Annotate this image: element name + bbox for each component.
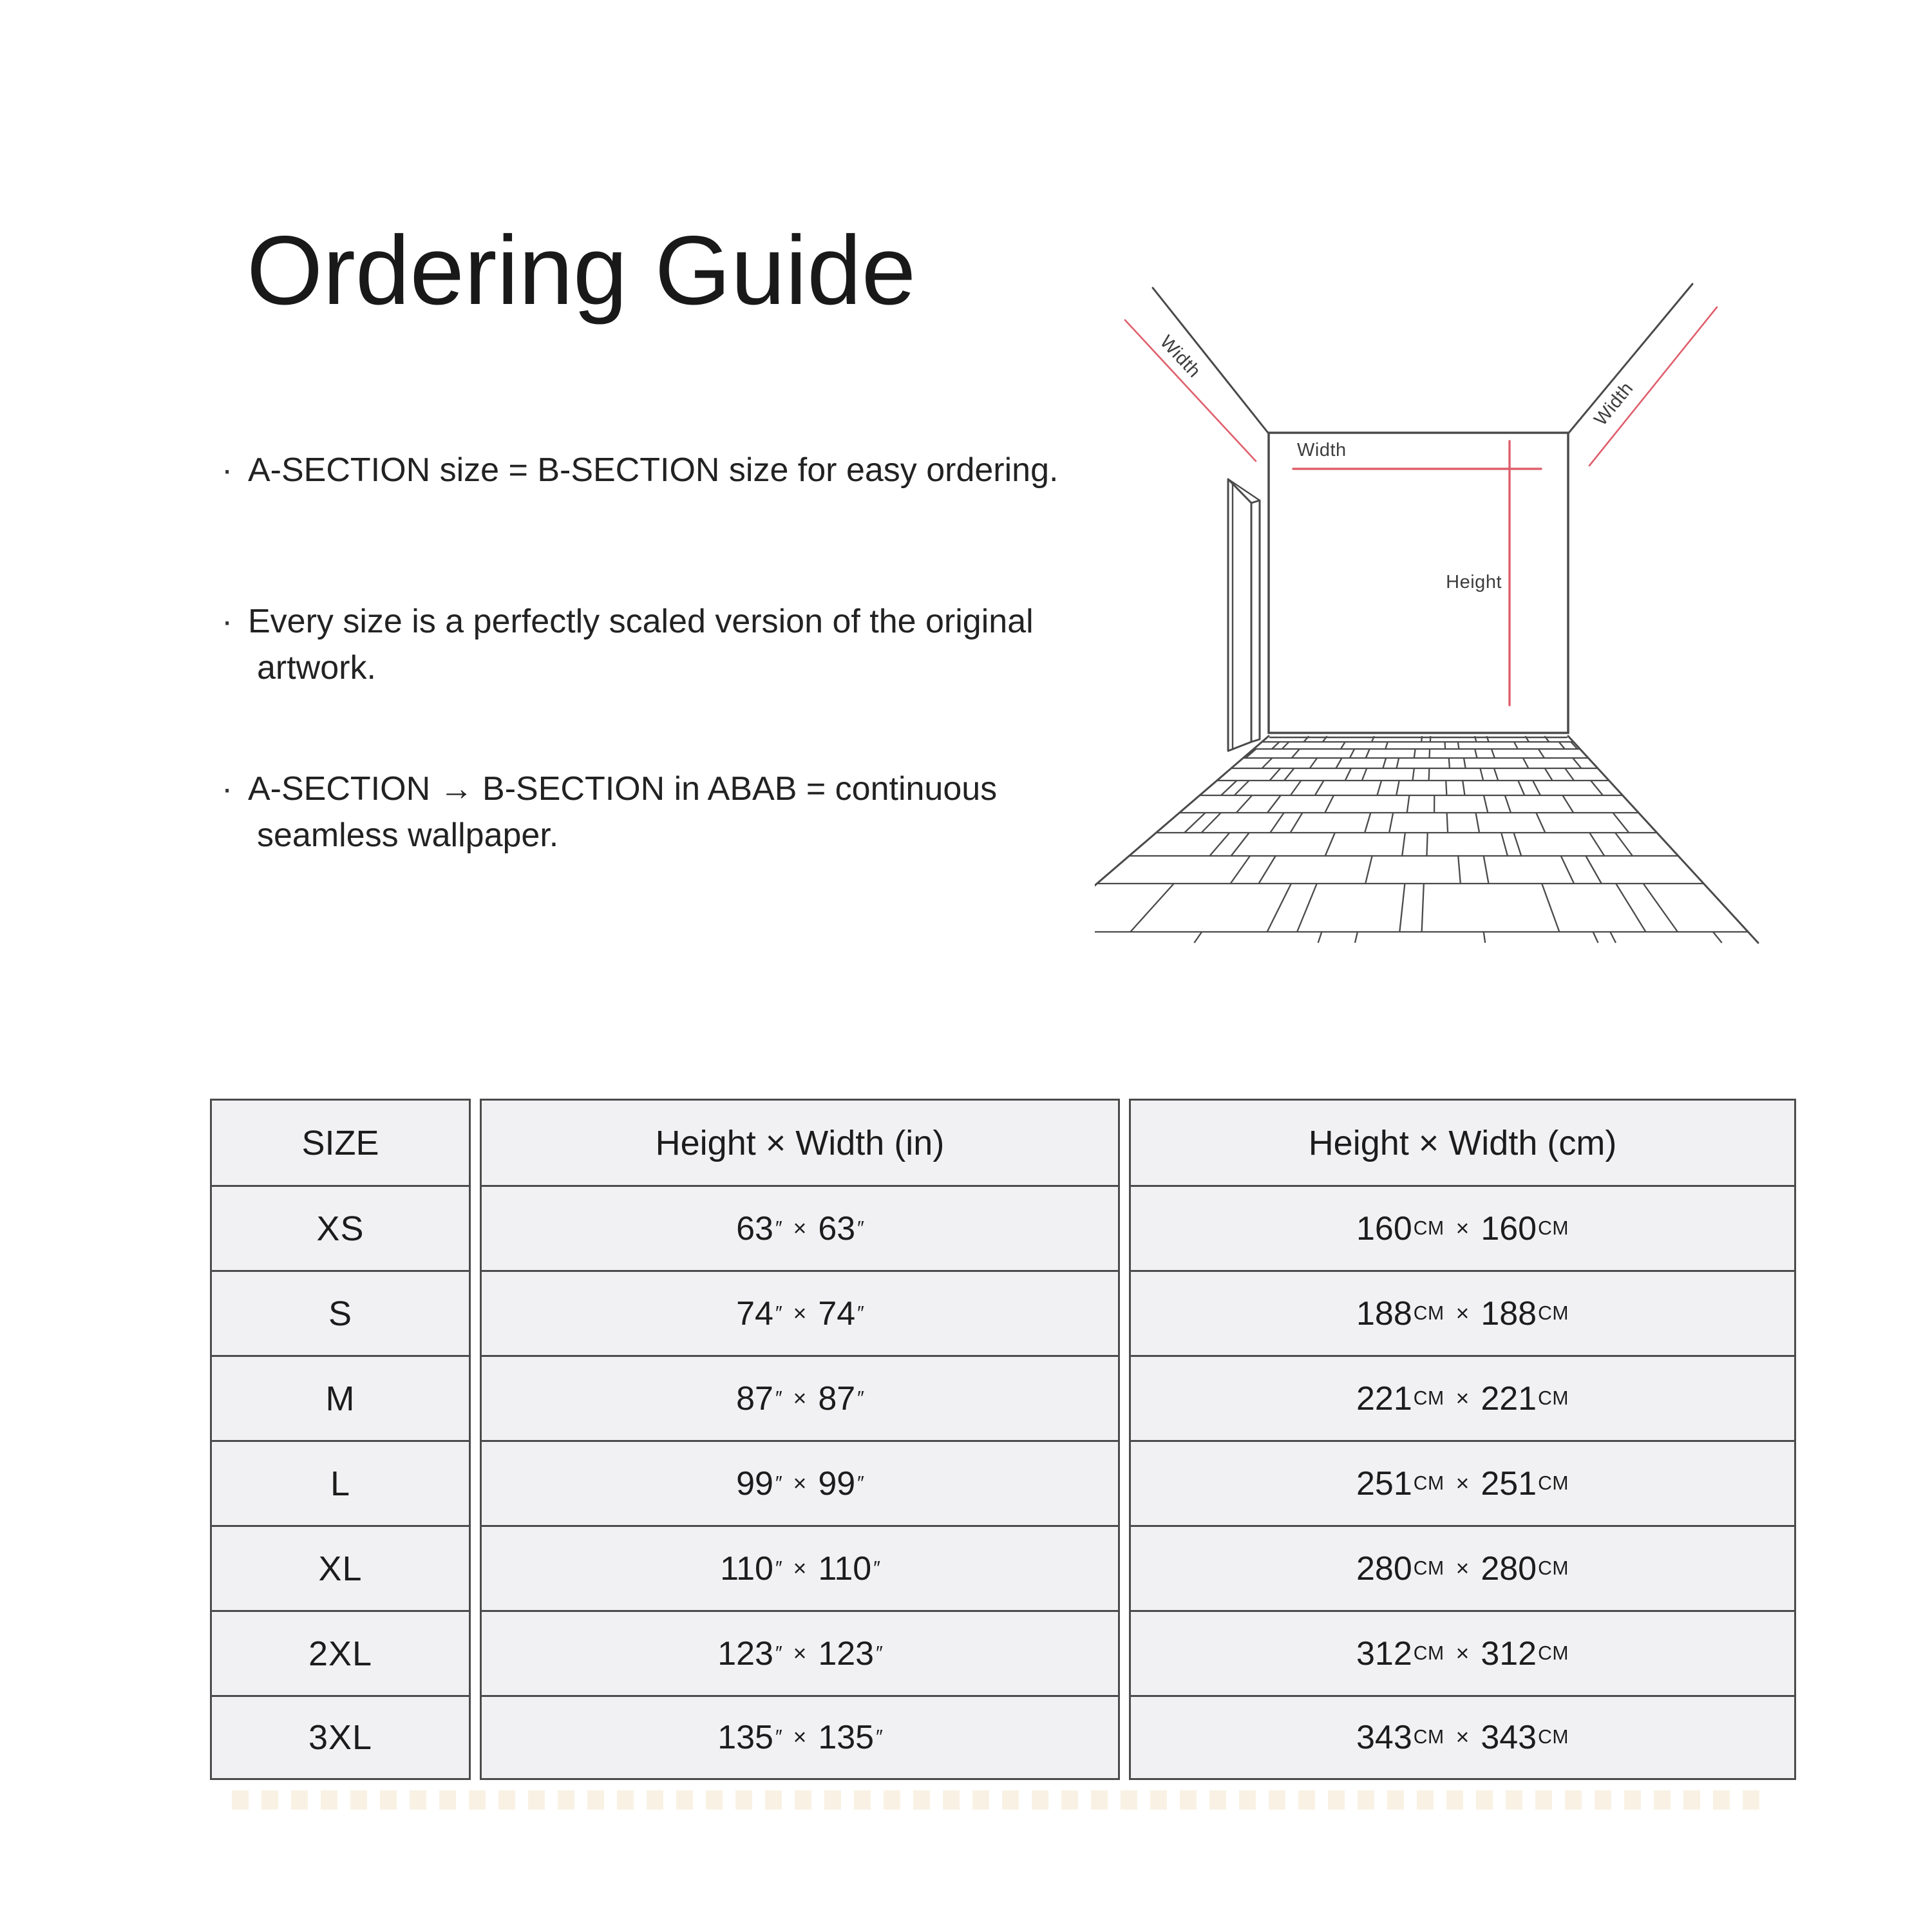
ceiling-edge-right xyxy=(1569,284,1692,433)
table-row-size-label: M xyxy=(210,1355,471,1440)
table-cell-cm: 312 CM × 312 CM xyxy=(1129,1610,1796,1695)
table-row-size-label: 3XL xyxy=(210,1695,471,1780)
table-cell-cm: 221 CM × 221 CM xyxy=(1129,1355,1796,1440)
table-cell-cm: 343 CM × 343 CM xyxy=(1129,1695,1796,1780)
bullet-dot: · xyxy=(222,603,233,640)
bullet-item-seamless-wallpaper xyxy=(222,766,1188,858)
table-cell-cm: 188 CM × 188 CM xyxy=(1129,1270,1796,1355)
table-row-size-label: XL xyxy=(210,1525,471,1610)
door-front-face xyxy=(1228,479,1251,751)
size-table xyxy=(210,1099,1796,1780)
table-cell-cm: 251 CM × 251 CM xyxy=(1129,1440,1796,1525)
bullet-text: A-SECTION size = B-SECTION size for easy ordering. xyxy=(248,451,1059,489)
table-header-inches: Height × Width (in) xyxy=(480,1099,1120,1185)
bullet-dot: · xyxy=(222,451,233,489)
table-row-size-label: S xyxy=(210,1270,471,1355)
bullet-item-section-sizes xyxy=(222,447,1188,493)
table-cell-cm: 160 CM × 160 CM xyxy=(1129,1185,1796,1270)
page-title: Ordering Guide xyxy=(247,216,916,325)
width-measure-line-left xyxy=(1125,320,1256,461)
width-label-left: Width xyxy=(1155,331,1205,382)
table-row-size-label: L xyxy=(210,1440,471,1525)
table-cell-inches: 123 ″ × 123 ″ xyxy=(480,1610,1120,1695)
table-cell-inches: 99 ″ × 99 ″ xyxy=(480,1440,1120,1525)
door-side-face xyxy=(1251,500,1260,742)
bullet-text: Every size is a perfectly scaled version of the original xyxy=(248,603,1034,640)
table-cell-inches: 110 ″ × 110 ″ xyxy=(480,1525,1120,1610)
bullet-dot: · xyxy=(222,770,233,808)
table-cell-inches: 135 ″ × 135 ″ xyxy=(480,1695,1120,1780)
table-cell-inches: 87 ″ × 87 ″ xyxy=(480,1355,1120,1440)
bullet-text: artwork. xyxy=(257,649,376,687)
faint-watermark-strip xyxy=(232,1790,1765,1810)
table-header-size: SIZE xyxy=(210,1099,471,1185)
bullet-text: A-SECTION → B-SECTION in ABAB = continuous xyxy=(248,770,998,808)
bullet-item-scaled-artwork xyxy=(222,598,1188,691)
floor-grid xyxy=(1095,736,1748,943)
table-row-size-label: XS xyxy=(210,1185,471,1270)
table-cell-inches: 63 ″ × 63 ″ xyxy=(480,1185,1120,1270)
table-cell-inches: 74 ″ × 74 ″ xyxy=(480,1270,1120,1355)
table-cell-cm: 280 CM × 280 CM xyxy=(1129,1525,1796,1610)
width-label-back-wall: Width xyxy=(1297,440,1347,460)
bullet-text: seamless wallpaper. xyxy=(257,817,559,854)
floor-edge-left xyxy=(1095,736,1269,932)
table-header-cm: Height × Width (cm) xyxy=(1129,1099,1796,1185)
back-wall xyxy=(1269,433,1568,733)
width-label-right: Width xyxy=(1590,378,1638,430)
height-label: Height xyxy=(1446,572,1502,592)
table-row-size-label: 2XL xyxy=(210,1610,471,1695)
room-illustration xyxy=(1095,277,1816,1005)
